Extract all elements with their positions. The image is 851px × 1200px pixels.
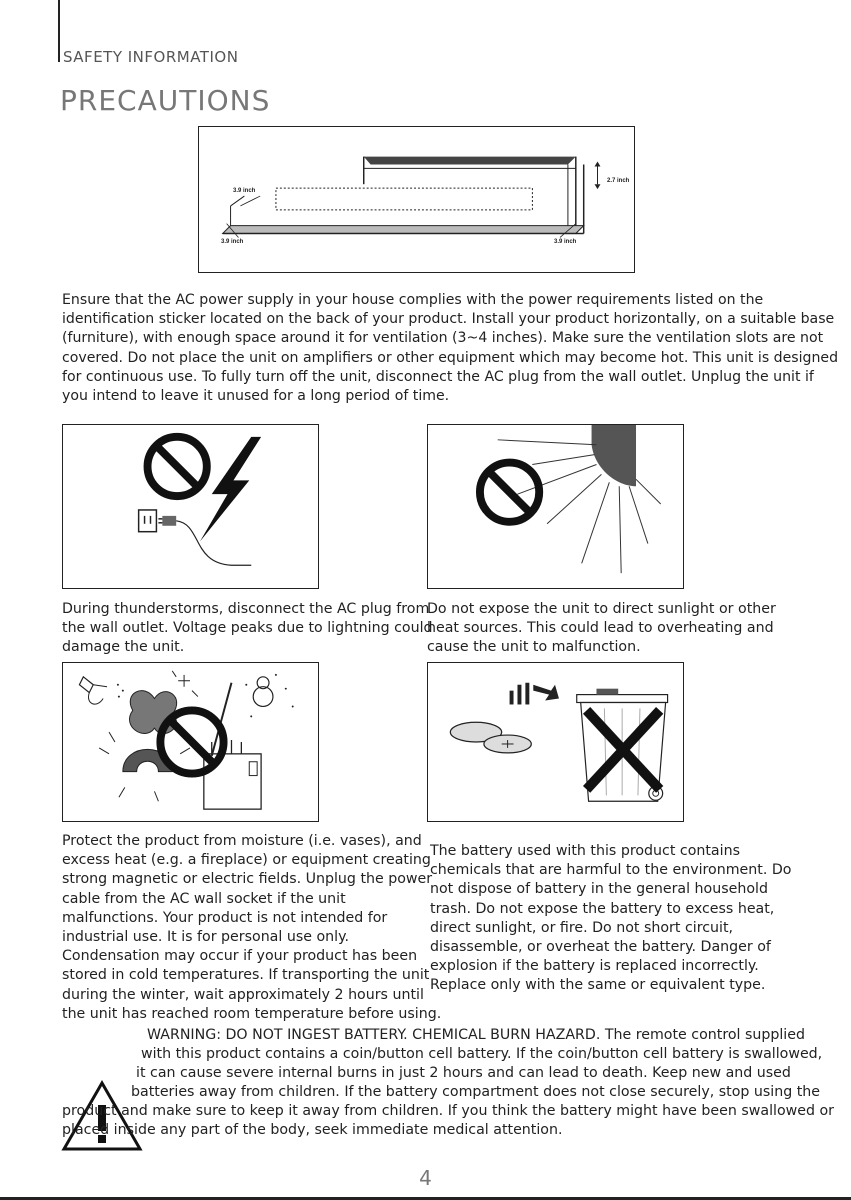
warning-line: it can cause severe internal burns in just 2 hours and can lead to death. Keep new and used bbox=[136, 1065, 791, 1081]
thunderstorm-caption bbox=[62, 600, 433, 658]
caption-line: stored in cold temperatures. If transporting the unit bbox=[62, 967, 430, 984]
page-title: PRECAUTIONS bbox=[60, 84, 271, 117]
installation-clearance-figure bbox=[198, 126, 635, 273]
caption-line: explosion if the battery is replaced incorrectly. bbox=[430, 958, 759, 975]
caption-line: The battery used with this product contains bbox=[430, 843, 740, 859]
clearance-label-right: 2.7 inch bbox=[607, 178, 630, 184]
section-label: SAFETY INFORMATION bbox=[63, 48, 239, 66]
intro-line: covered. Do not place the unit on amplifiers or other equipment which may become hot. This unit is designed bbox=[62, 349, 839, 366]
caption-line: the wall outlet. Voltage peaks due to lightning could bbox=[62, 620, 433, 637]
caption-line: direct sunlight, or fire. Do not short circuit, bbox=[430, 919, 734, 936]
caption-line: During thunderstorms, disconnect the AC plug from bbox=[62, 601, 430, 617]
caption-line: heat sources. This could lead to overheating and bbox=[427, 620, 774, 637]
caption-line: during the winter, wait approximately 2 hours until bbox=[62, 986, 424, 1003]
sunlight-figure bbox=[427, 424, 684, 589]
caption-line: strong magnetic or electric fields. Unplug the power bbox=[62, 871, 433, 888]
sunlight-caption bbox=[427, 600, 776, 658]
clearance-label-bottom-right: 3.9 inch bbox=[554, 239, 577, 245]
battery-caption bbox=[430, 842, 791, 996]
warning-line: placed inside any part of the body, seek immediate medical attention. bbox=[62, 1122, 563, 1138]
moisture-heat-magnet-figure bbox=[62, 662, 319, 822]
clearance-label-top-left: 3.9 inch bbox=[233, 188, 256, 194]
caption-line: excess heat (e.g. a fireplace) or equipment creating bbox=[62, 852, 431, 869]
page-number: 4 bbox=[419, 1166, 432, 1190]
caption-line: malfunctions. Your product is not intended for bbox=[62, 909, 388, 926]
warning-line: WARNING: DO NOT INGEST BATTERY. CHEMICAL BURN HAZARD. The remote control supplied bbox=[147, 1027, 805, 1043]
thunderstorm-figure bbox=[62, 424, 319, 589]
soundbar-clearance-illustration bbox=[199, 127, 634, 272]
caption-line: Protect the product from moisture (i.e. vases), and bbox=[62, 833, 422, 849]
caption-line: Replace only with the same or equivalent type. bbox=[430, 977, 766, 994]
battery-disposal-figure bbox=[427, 662, 684, 822]
caption-line: the unit has reached room temperature before using. bbox=[62, 1005, 442, 1022]
caption-line: damage the unit. bbox=[62, 639, 185, 656]
moisture-caption bbox=[62, 832, 441, 1024]
caption-line: cause the unit to malfunction. bbox=[427, 639, 641, 656]
intro-line: (furniture), with enough space around it for ventilation (3~4 inches). Make sure the ventilation slots are not bbox=[62, 330, 824, 347]
caption-line: disassemble, or overheat the battery. Danger of bbox=[430, 939, 771, 956]
warning-line: product and make sure to keep it away from children. If you think the battery might have been swallowed or bbox=[62, 1103, 834, 1119]
caption-line: trash. Do not expose the battery to excess heat, bbox=[430, 900, 775, 917]
warning-line: with this product contains a coin/button cell battery. If the coin/button cell battery is swallowed, bbox=[141, 1046, 823, 1062]
intro-line: you intend to leave it unused for a long period of time. bbox=[62, 388, 450, 405]
caption-line: cable from the AC wall socket if the unit bbox=[62, 890, 346, 907]
battery-bin-icon bbox=[428, 663, 683, 821]
intro-line: identification sticker located on the back of your product. Install your product horizontally, on a suitable base bbox=[62, 311, 835, 328]
sun-heat-icon bbox=[428, 425, 683, 588]
caption-line: industrial use. It is for personal use only. bbox=[62, 929, 349, 946]
moisture-magnet-icon bbox=[63, 663, 318, 821]
lightning-unplug-icon bbox=[63, 425, 318, 588]
warning-line: batteries away from children. If the battery compartment does not close securely, stop using the bbox=[131, 1084, 821, 1100]
intro-paragraph bbox=[62, 291, 843, 406]
caption-line: chemicals that are harmful to the environment. Do bbox=[430, 862, 792, 879]
clearance-label-bottom-left: 3.9 inch bbox=[221, 239, 244, 245]
caption-line: not dispose of battery in the general household bbox=[430, 881, 768, 898]
intro-line: Ensure that the AC power supply in your house complies with the power requirements listed on the bbox=[62, 292, 764, 308]
caption-line: Condensation may occur if your product has been bbox=[62, 948, 418, 965]
header-rule bbox=[58, 0, 60, 62]
caption-line: Do not expose the unit to direct sunlight or other bbox=[427, 601, 776, 617]
intro-line: for continuous use. To fully turn off the unit, disconnect the AC plug from the wall outlet. Unplug the unit if bbox=[62, 368, 814, 385]
